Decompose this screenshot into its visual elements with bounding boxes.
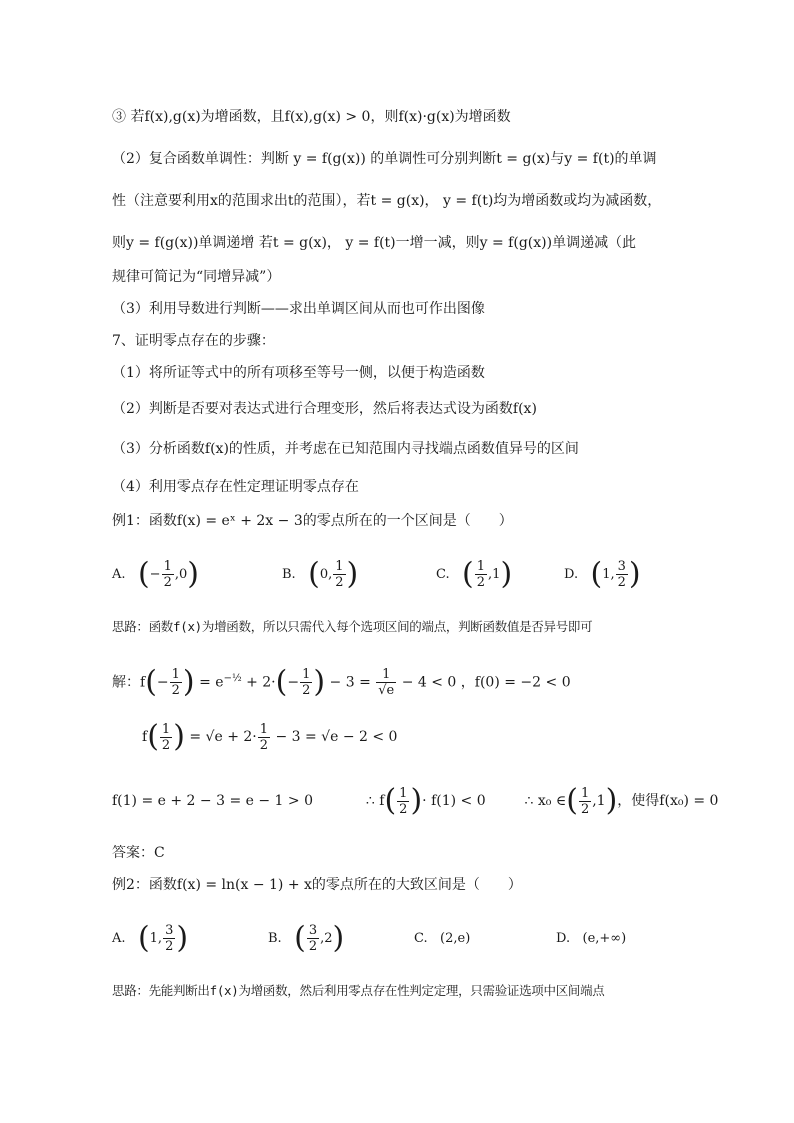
solution-line-2: f( $\frac{1}{2}$ ) = √e + 2· $\frac{1}{2}$ − 3 = √e − 2 < 0: [142, 719, 398, 754]
solution-line-3: f(1) = e + 2 − 3 = e − 1 > 0 ∴ f( $\frac{1}{2}$ )· f(1) < 0 ∴ x₀ ∈( $\frac{1}{2}$ ,1)，使得f(x₀) = 0: [112, 783, 719, 818]
text-line-6: （3）利用导数进行判断——求出单调区间从而也可作出图像: [112, 301, 485, 317]
text-line-4: 则y = f(g(x))单调递增 若t = g(x)， y = f(t)一增一减，则y = f(g(x))单调递减（此: [112, 235, 637, 251]
example-1-answer: 答案：C: [112, 845, 165, 861]
example-1-options: [112, 552, 672, 598]
text-line-3: 性（注意要利用x的范围求出t的范围），若t = g(x)， y = f(t)均为增函数或均为减函数，: [112, 193, 662, 209]
option-a: A. (− $\frac{1}{2}$ ,0): [112, 556, 199, 592]
solution-line-1: 解：f(− $\frac{1}{2}$ ) = $e^{-\frac{1}{2}} + 2\cdot(-$ $\frac{1}{2}$ ) − 3 = $\frac{1}{√e}$ − 4 < 0 ，f(0) = −2 < 0: [112, 664, 571, 700]
step-3: （3）分析函数f(x)的性质，并考虑在已知范围内寻找端点函数值异号的区间: [112, 441, 579, 457]
step-2: （2）判断是否要对表达式进行合理变形，然后将表达式设为函数f(x): [112, 401, 537, 417]
text-line-2: （2）复合函数单调性：判断 y = f(g(x)) 的单调性可分别判断t = g(x)与y = f(t)的单调: [112, 151, 657, 167]
option-b: B. ( $\frac{3}{2}$ ,2): [268, 920, 345, 956]
text-line-1: ③ 若f(x),g(x)为增函数，且f(x),g(x) > 0，则f(x)·g(x)为增函数: [112, 109, 511, 125]
example-2-options: [112, 916, 672, 962]
option-d: D. (e,+∞): [556, 931, 627, 946]
option-c: C. ( $\frac{1}{2}$ ,1): [436, 556, 513, 592]
option-d: D. (1, $\frac{3}{2}$ ): [564, 556, 641, 592]
text-line-5: 规律可简记为“同增异减”）: [112, 269, 281, 285]
option-b: B. (0, $\frac{1}{2}$ ): [282, 556, 359, 592]
section-heading-7: 7、证明零点存在的步骤：: [112, 333, 275, 349]
example-1-thinking: 思路：函数f(x)为增函数，所以只需代入每个选项区间的端点，判断函数值是否异号即可: [112, 619, 593, 634]
example-2-stem: 例2：函数f(x) = ln(x − 1) + x的零点所在的大致区间是（ ）: [112, 877, 522, 893]
option-c: C. (2,e): [414, 931, 471, 946]
example-1-stem: 例1：函数f(x) = eˣ + 2x − 3的零点所在的一个区间是（ ）: [112, 513, 513, 529]
option-a: A. (1, $\frac{3}{2}$ ): [112, 920, 189, 956]
step-1: （1）将所证等式中的所有项移至等号一侧，以便于构造函数: [112, 365, 485, 381]
step-4: （4）利用零点存在性定理证明零点存在: [112, 479, 359, 495]
example-2-thinking: 思路：先能判断出f(x)为增函数，然后利用零点存在性判定定理，只需验证选项中区间端点: [112, 983, 605, 998]
